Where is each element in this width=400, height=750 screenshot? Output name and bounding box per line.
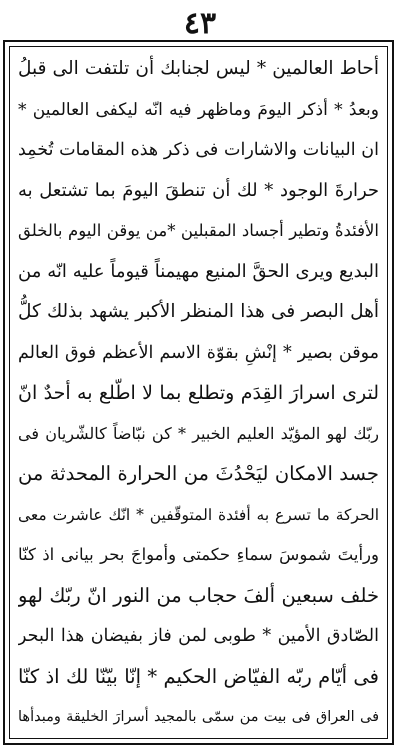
text-line: موقن بصير * إنْشِ بقوّة الاسم الأعظم فوق العالم: [18, 342, 379, 363]
text-line: وبعدُ * أذكر اليومَ وماظهر فيه انّه ليكفى العالمين *: [18, 99, 379, 120]
page-number: ٤٣: [183, 6, 217, 41]
text-line: الأفئدةُ وتطير أجساد المقبلين *من يوقن اليوم بالخلق: [18, 221, 379, 240]
text-line: الصّادق الأمين * طوبى لمن فاز بفيضان هذا البحر: [18, 626, 379, 646]
text-line: ورأيتَ شموسَ سماءِ حكمتى وأمواجَ بحر بيانى اذ كنّا: [18, 545, 379, 564]
text-line: خلف سبعين ألفَ حجاب من النور انّ ربّك لهو: [18, 583, 379, 607]
text-line: لترى اسرارَ القِدَم وتطلع بما لا اطّلع به أحدٌ انّ: [18, 382, 379, 404]
text-line: حرارةَ الوجود * لك أن تنطقَ اليومَ بما تشتعل به: [18, 179, 379, 201]
text-line: ان البيانات والاشارات فى ذكر هذه المقامات تُخمِد: [18, 140, 379, 160]
text-line: فى أيّام ربّه الفيّاض الحكيم * إنّا بيّنّا لك اذ كنّا: [18, 664, 379, 688]
text-line: الحركة ما تسرع به أفئدة المتوقّفين * انّك عاشرت معى: [18, 505, 379, 524]
text-line: فى العراق فى بيت من سمّى بالمجيد أسرارَ الخليقة ومبدأها: [18, 709, 379, 725]
text-line: ربّك لهو المؤيّد العليم الخبير * كن نبّاضاً كالشّريان فى: [18, 423, 379, 443]
text-line: أهل البصر فى هذا المنظر الأكبر يشهد بذلك كلُّ: [18, 301, 379, 322]
text-line: أحاط العالمين * ليس لجنابك أن تلتفت الى قبلُ: [18, 58, 379, 79]
text-line: جسد الامكان ليَحْدُثَ من الحرارة المحدثة من: [18, 462, 379, 485]
text-line: البديع ويرى الحقَّ المنيع مهيمناً قيوماً عليه انّه من: [18, 260, 379, 282]
body-text: [18, 50, 379, 736]
